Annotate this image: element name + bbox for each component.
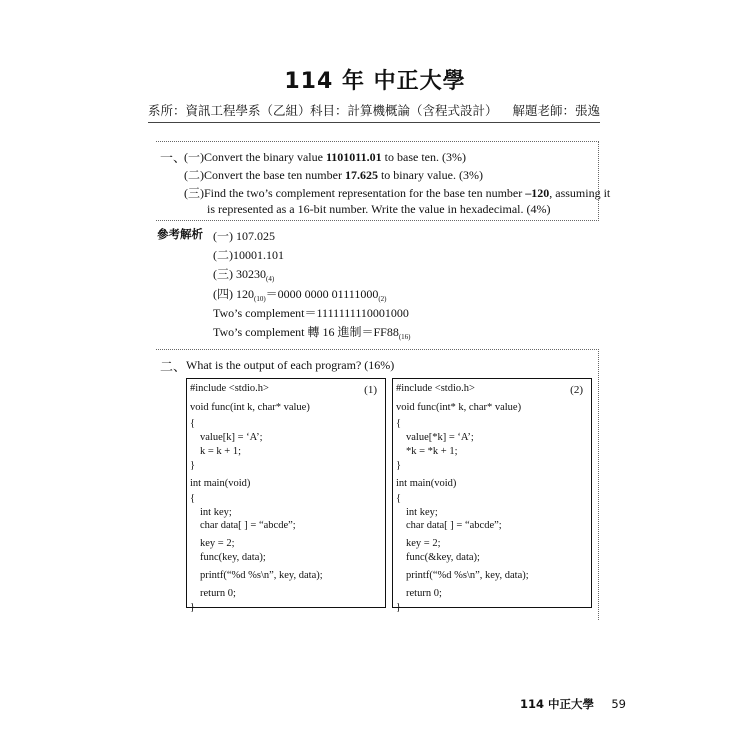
question-1-part-1: (一)Convert the binary value 1101011.01 to base ten. (3%) xyxy=(184,150,466,164)
code-line: } xyxy=(396,602,402,613)
code-line: { xyxy=(396,418,402,429)
page-number: 59 xyxy=(611,697,626,711)
code-line: func(&key, data); xyxy=(406,552,480,563)
code-line: printf(“%d %s\n”, key, data); xyxy=(406,570,529,581)
code-line: int main(void) xyxy=(190,478,251,489)
code-line: #include <stdio.h> xyxy=(396,383,475,394)
code-line: int key; xyxy=(200,507,232,518)
code-line: k = k + 1; xyxy=(200,446,242,457)
code-line: char data[ ] = “abcde”; xyxy=(406,520,502,531)
code-line: value[k] = ‘A’; xyxy=(200,432,263,443)
question-1-part-2: (二)Convert the base ten number 17.625 to binary value. (3%) xyxy=(184,168,483,182)
answer-label: 參考解析 xyxy=(157,227,203,241)
code-line: } xyxy=(190,460,196,471)
code-line: func(key, data); xyxy=(200,552,266,563)
code-line: } xyxy=(396,460,402,471)
teacher-label: 解題老師：張逸 xyxy=(512,103,600,118)
page-title: 114 年 中正大學 xyxy=(284,69,466,94)
code-line: key = 2; xyxy=(200,538,235,549)
code-line: return 0; xyxy=(406,588,442,599)
code-line: key = 2; xyxy=(406,538,441,549)
page-footer xyxy=(520,696,626,712)
program-2-code-box xyxy=(392,378,592,613)
code-line: void func(int* k, char* value) xyxy=(396,402,522,413)
answer-5: Two’s complement＝1111111110001000 xyxy=(213,306,409,320)
code-line: *k = *k + 1; xyxy=(406,446,458,457)
code-line: #include <stdio.h> xyxy=(190,383,269,394)
code-line: } xyxy=(190,602,196,613)
program-2-tag: (2) xyxy=(570,384,583,396)
code-line: value[*k] = ‘A’; xyxy=(406,432,474,443)
answer-1: (一) 107.025 xyxy=(213,229,275,243)
question-1-part-3-continued: is represented as a 16-bit number. Write the value in hexadecimal. (4%) xyxy=(207,202,551,216)
code-line: char data[ ] = “abcde”; xyxy=(200,520,296,531)
code-line: int key; xyxy=(406,507,438,518)
question-1-part-3: (三)Find the two’s complement representation for the base ten number –120, assuming it xyxy=(184,186,611,200)
answer-2: (二)10001.101 xyxy=(213,248,284,262)
subject-label: 科目：計算機概論（含程式設計） xyxy=(310,103,498,118)
code-line: { xyxy=(396,493,402,504)
question-2-prompt: What is the output of each program? (16%) xyxy=(186,358,395,372)
program-1-tag: (1) xyxy=(364,384,377,396)
question-2-number: 二、 xyxy=(160,359,187,374)
answer-6: Two’s complement 轉 16 進制$=FF88_{(16)}$ xyxy=(213,325,411,341)
question-1-number: 一、 xyxy=(160,150,187,165)
footer-source: 114 中正大學 xyxy=(520,697,595,711)
exam-info-bar xyxy=(148,98,600,123)
answer-4: (四) $120_{(10)}=0000$ 0000 $01111000_{(2)}$ xyxy=(213,287,387,303)
department-label: 系所：資訊工程學系（乙組） xyxy=(148,103,311,118)
code-line: printf(“%d %s\n”, key, data); xyxy=(200,570,323,581)
code-line: { xyxy=(190,418,196,429)
code-line: void func(int k, char* value) xyxy=(190,402,310,413)
code-line: { xyxy=(190,493,196,504)
code-line: int main(void) xyxy=(396,478,457,489)
code-line: return 0; xyxy=(200,588,236,599)
program-1-code-box xyxy=(186,378,386,613)
answer-3: (三) $30230_{(4)}$ xyxy=(213,267,275,283)
